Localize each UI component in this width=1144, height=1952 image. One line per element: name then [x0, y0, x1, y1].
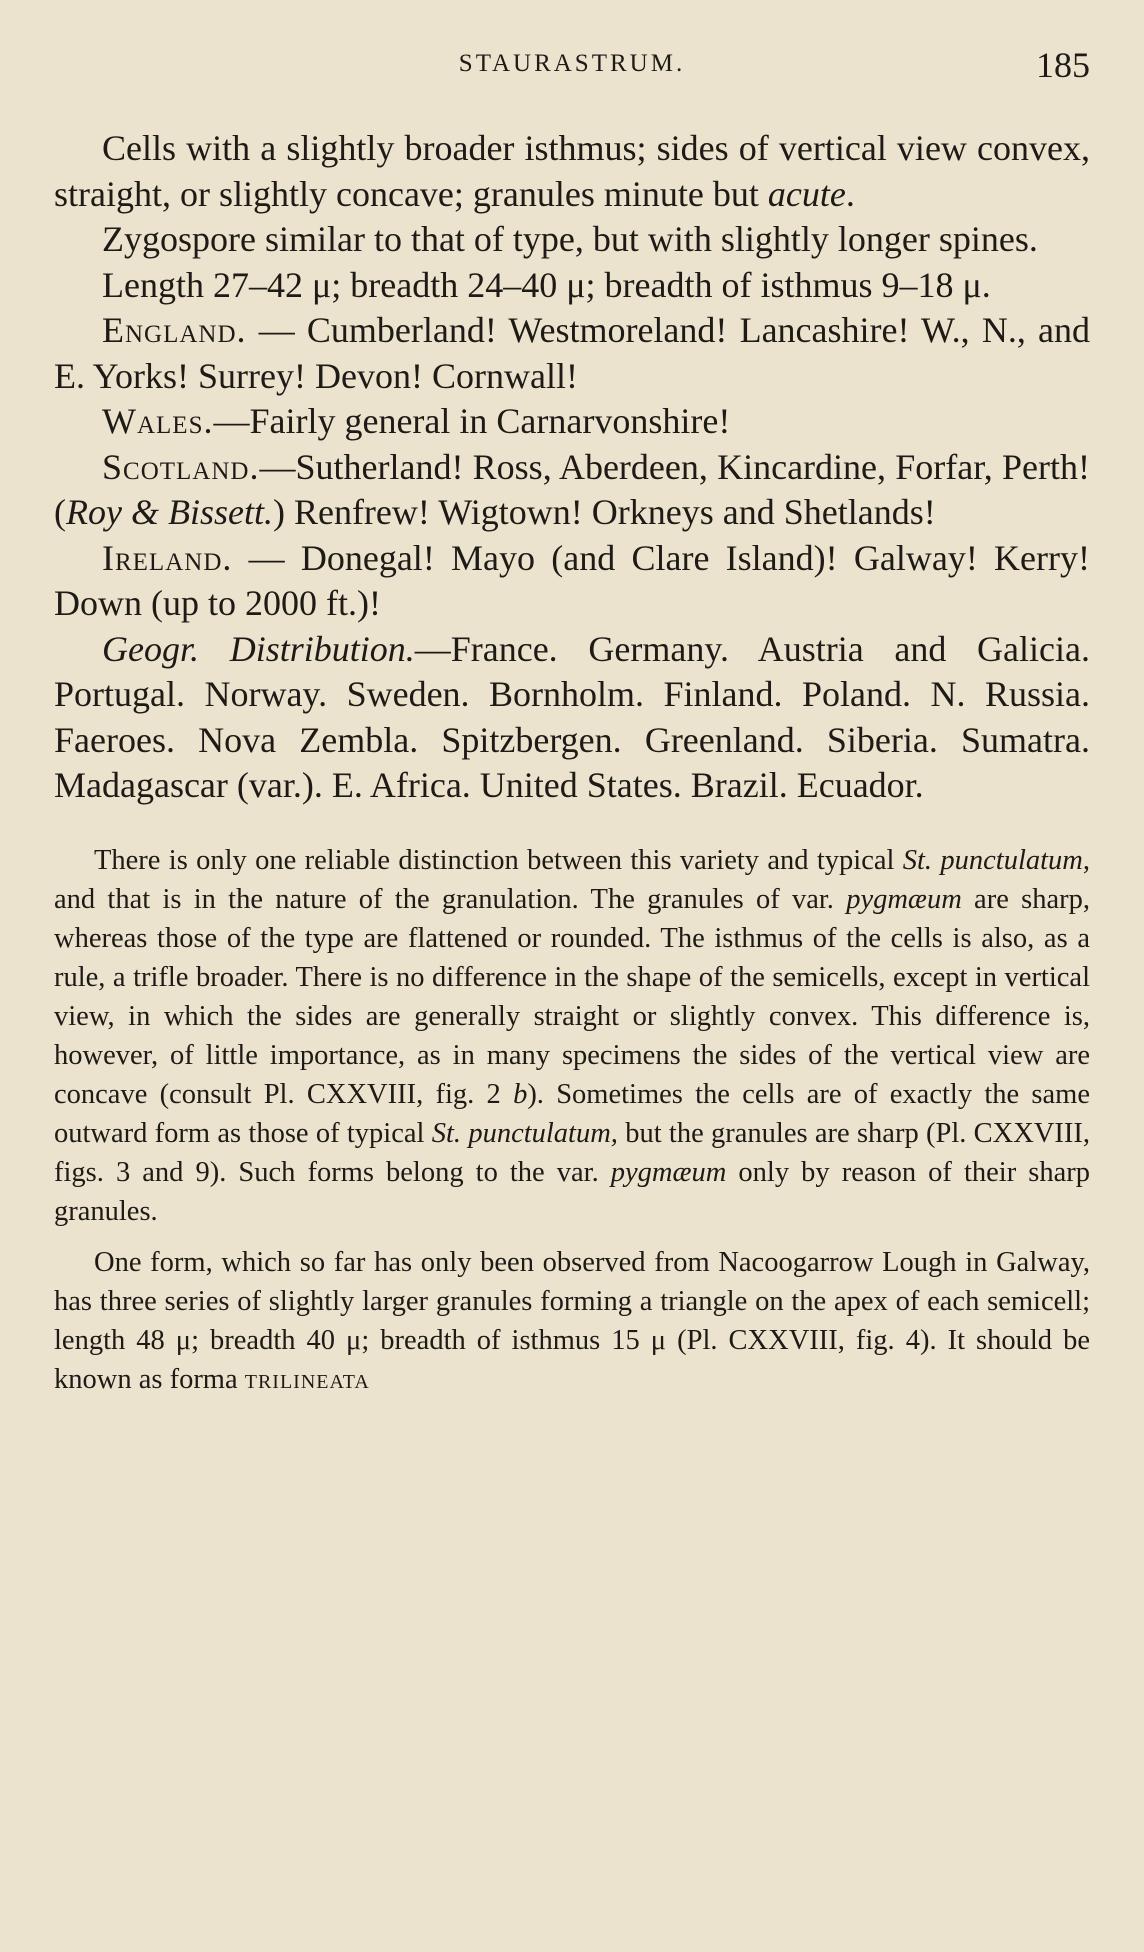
running-title: STAURASTRUM.: [458, 50, 686, 77]
variety-name: pygmæum: [610, 1156, 727, 1188]
running-head: [54, 44, 1090, 96]
note-text-segment: only by reason of their sharp granules.: [54, 1156, 1090, 1227]
england-text: — Cumberland! Westmoreland! Lancashire! W., N., and E. Yorks! Surrey! Devon! Cornwall!: [54, 310, 1090, 396]
cells-paragraph: [54, 126, 1090, 217]
variety-name: pygmæum: [846, 883, 962, 915]
cells-text: Cells with a slightly broader isthmus; sides of vertical view convex, straight, or slightly concave; granules minute but: [54, 128, 1090, 214]
book-page: [54, 44, 1090, 1399]
wales-paragraph: [54, 399, 1090, 445]
ireland-label: Ireland.: [102, 537, 233, 578]
england-label: England.: [102, 310, 247, 350]
dimensions-paragraph: Length 27–42 μ; breadth 24–40 μ; breadth of isthmus 9–18 μ.: [102, 264, 991, 305]
note-text-segment: , and that is in the nature of the granulation. The granules of var.: [54, 844, 1090, 915]
distribution-text: —France. Germany. Austria and Galicia. Portugal. Norway. Sweden. Bornholm. Finland. Poland. N. Russia. Faeroes. Nova Zembla. Spitzbergen. Greenland. Siberia. Sumatra. Madagascar (var.). E. Africa. United States. Brazil. Ecuador.: [54, 628, 1090, 805]
scotland-authority: Roy & Bissett.: [66, 492, 273, 532]
note-text-segment: but the granules are sharp (Pl. CXXVIII, figs. 3 and 9). Such forms belong to the var.: [54, 1117, 1091, 1188]
species-name: St. punctulatum: [902, 844, 1083, 876]
note-text-segment: ). Sometimes the cells are of exactly the same outward form as those of typical: [54, 1078, 1090, 1149]
wales-text: —Fairly general in Carnarvonshire!: [213, 401, 731, 441]
forma-name: trilineata: [244, 1363, 370, 1395]
england-paragraph: [54, 308, 1090, 399]
notes-paragraph-1: [54, 841, 1090, 1231]
species-description: [54, 126, 1090, 809]
species-name: St. punctulatum,: [431, 1117, 618, 1149]
acute-term: acute: [767, 173, 846, 214]
distribution-label: Geogr. Distribution.: [102, 628, 415, 669]
scotland-paragraph: [54, 445, 1090, 536]
scotland-text: —Sutherland! Ross, Aberdeen, Kincardine, Forfar, Perth! (: [54, 446, 1090, 532]
page-number: 185: [1036, 45, 1090, 85]
scotland-text-end: ) Renfrew! Wigtown! Orkneys and Shetlands!: [272, 492, 936, 532]
discussion-notes: [54, 841, 1090, 1399]
wales-label: Wales.: [102, 401, 214, 441]
ireland-text: — Donegal! Mayo (and Clare Island)! Galway! Kerry! Down (up to 2000 ft.)!: [54, 537, 1090, 623]
cells-end: .: [845, 173, 855, 214]
scotland-label: Scotland.: [102, 446, 260, 487]
ireland-paragraph: [54, 536, 1090, 627]
note-text-segment: are sharp, whereas those of the type are flattened or rounded. The isthmus of the cells is also, as a rule, a trifle broader. There is no difference in the shape of the semicells, except in vertical view, in which the sides are generally straight or slightly convex. This difference is, however, of little importance, as in many specimens the sides of the vertical view are concave (consult Pl. CXXVIII, fig. 2: [54, 883, 1090, 1110]
note-text-segment: There is only one reliable distinction between this variety and typical: [94, 844, 903, 876]
zygospore-paragraph: Zygospore similar to that of type, but with slightly longer spines.: [102, 219, 1038, 259]
distribution-paragraph: [54, 627, 1090, 809]
note-text-segment: One form, which so far has only been observed from Nacoogarrow Lough in Galway, has three series of slightly larger granules forming a triangle on the apex of each semicell; length 48 μ; breadth 40 μ; breadth of isthmus 15 μ (Pl. CXXVIII, fig. 4). It should be known as forma: [54, 1246, 1090, 1395]
notes-paragraph-2: [54, 1243, 1090, 1399]
figure-letter: b: [513, 1078, 528, 1110]
